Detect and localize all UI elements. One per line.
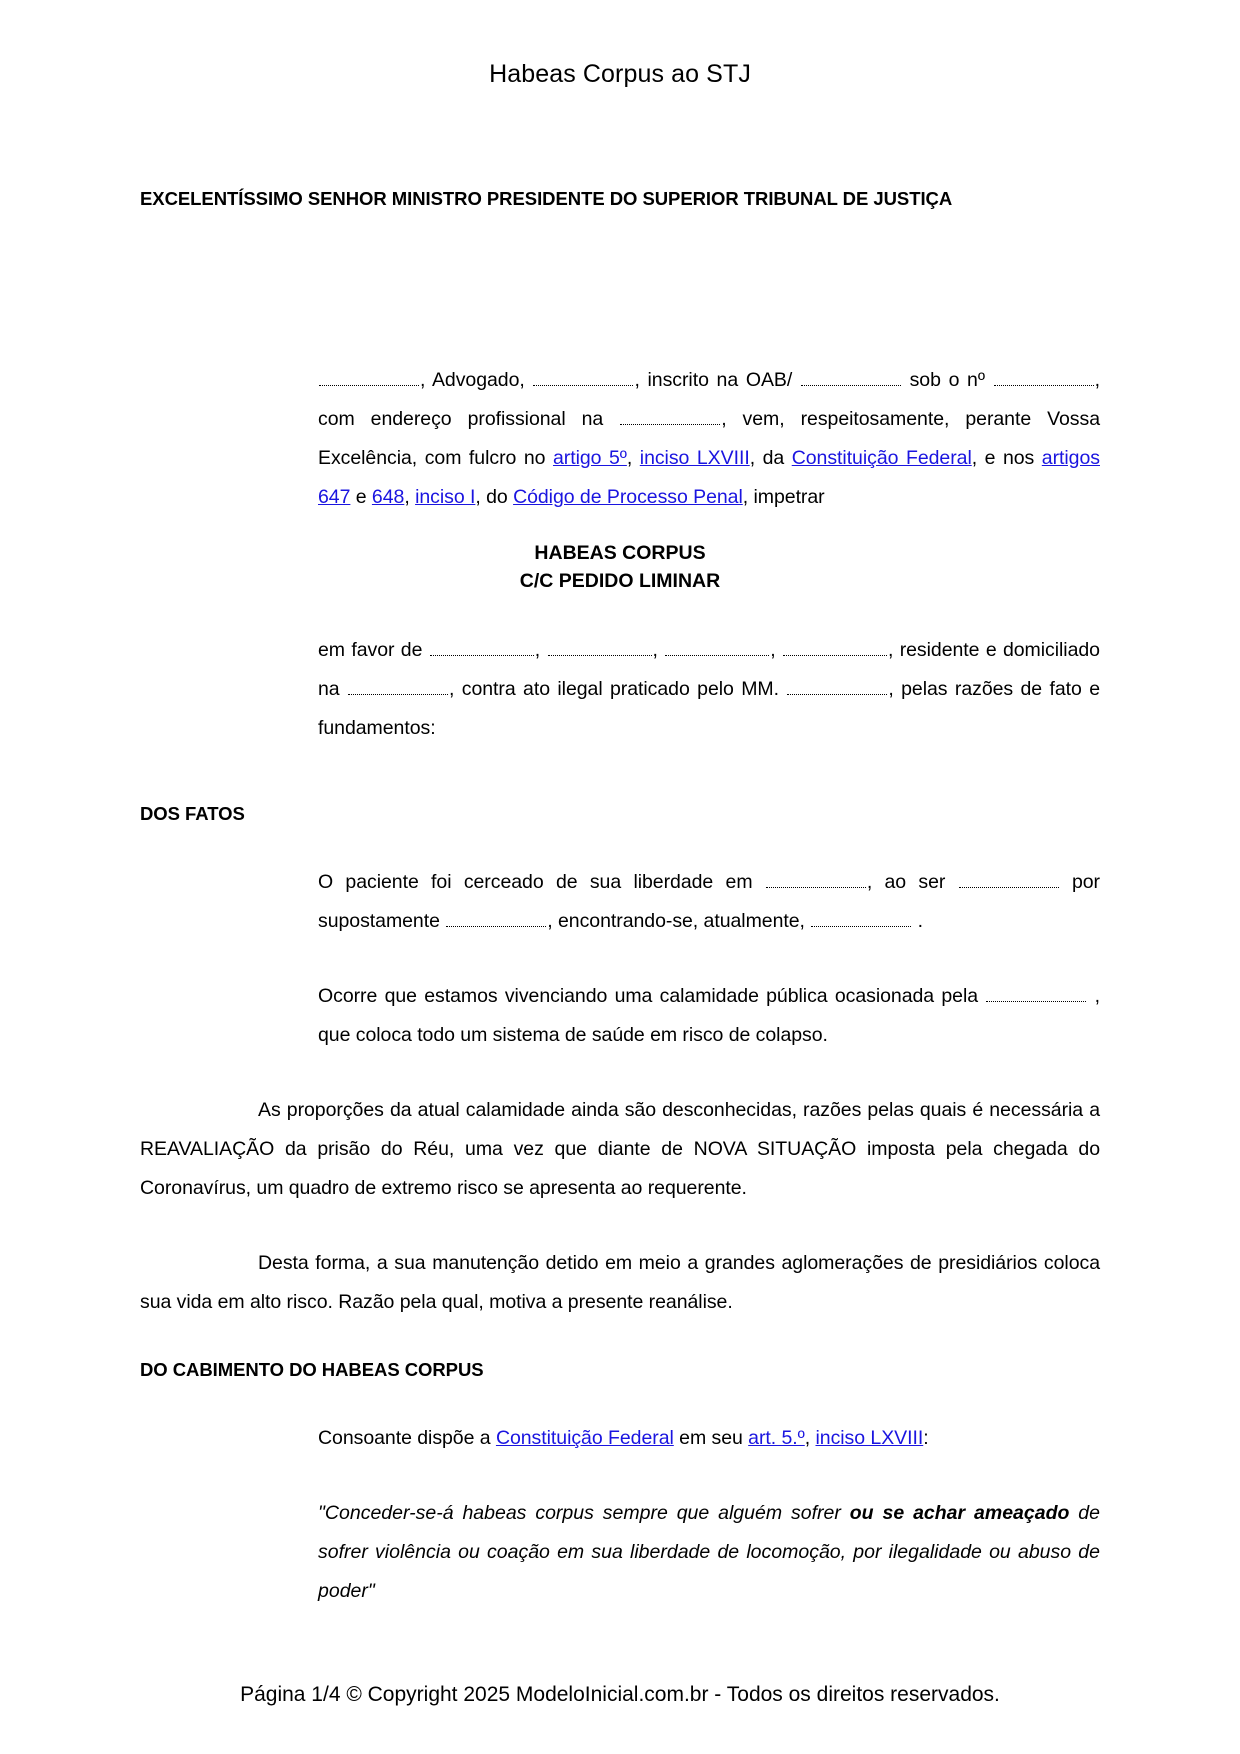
link-codigo-processo-penal[interactable]: Código de Processo Penal	[513, 486, 743, 509]
spacer	[140, 211, 1100, 307]
link-artigo-5[interactable]: artigo 5º	[552, 447, 627, 470]
text-run: .	[912, 910, 924, 933]
page-footer: Página 1/4 © Copyright 2025 ModeloInicial.com.br - Todos os direitos reservados.	[240, 1682, 1000, 1706]
text-run: ,	[404, 486, 416, 509]
link-constituicao-federal[interactable]: Constituição Federal	[791, 447, 972, 470]
text-run: , residente e domiciliado na	[318, 639, 1100, 701]
link-constituicao-federal-2[interactable]: Constituição Federal	[495, 1427, 674, 1450]
quote-emphasis: ou se achar ameaçado	[849, 1502, 1070, 1525]
text-run: , que coloca todo um sistema de saúde em risco de colapso.	[318, 985, 1100, 1047]
blank-field-situacao-atual[interactable]	[811, 909, 911, 927]
spacer	[140, 91, 1100, 187]
text-run: ,	[652, 639, 665, 662]
admissibility-heading: DO CABIMENTO DO HABEAS CORPUS	[140, 1359, 484, 1381]
action-title-line1: HABEAS CORPUS	[534, 542, 706, 565]
text-run: ,	[804, 1427, 816, 1450]
blank-field-data-prisao[interactable]	[766, 870, 866, 888]
text-run: , impetrar	[742, 486, 825, 509]
blank-field-nacionalidade[interactable]	[533, 368, 633, 386]
text-run: :	[923, 1427, 929, 1450]
text-run: , do	[475, 486, 514, 509]
beneficiary-paragraph	[318, 631, 1100, 748]
link-inciso-lxviii[interactable]: inciso LXVIII	[639, 447, 750, 470]
text-run: , Advogado,	[420, 369, 533, 392]
text-run: O paciente foi cerceado de sua liberdade em	[318, 871, 765, 894]
text-run: de sofrer violência ou coação em sua liberdade de locomoção, por ilegalidade ou abuso de poder"	[318, 1502, 1101, 1603]
text-run: , vem, respeitosamente, perante Vossa Excelência, com fulcro no	[318, 408, 1100, 470]
blank-field-advogado-nome[interactable]	[319, 368, 419, 386]
blank-field-crime-suposto[interactable]	[446, 909, 546, 927]
qualification-paragraph	[318, 361, 1100, 517]
link-artigos-647[interactable]: artigos 647	[318, 447, 1100, 509]
blank-field-oab-uf[interactable]	[801, 368, 901, 386]
spacer	[140, 1055, 1100, 1091]
facts-paragraph-2	[318, 977, 1100, 1055]
blank-field-paciente-nome[interactable]	[430, 638, 534, 656]
blank-field-calamidade-causa[interactable]	[986, 984, 1086, 1002]
action-title-line2: C/C PEDIDO LIMINAR	[519, 570, 721, 593]
spacer	[140, 1458, 1100, 1494]
spacer	[140, 941, 1100, 977]
text-run: e	[350, 486, 372, 509]
blank-field-paciente-nacionalidade[interactable]	[548, 638, 652, 656]
spacer	[140, 517, 1100, 539]
text-run: , da	[749, 447, 792, 470]
text-run: , com endereço profissional na	[318, 369, 1100, 431]
text-run: , contra ato ilegal praticado pelo MM.	[448, 678, 787, 701]
text-run: em favor de	[318, 639, 429, 662]
link-inciso-lxviii-2[interactable]: inciso LXVIII	[815, 1427, 924, 1450]
text-run: sob o nº	[901, 369, 993, 392]
spacer	[140, 827, 1100, 863]
facts-heading: DOS FATOS	[140, 803, 245, 825]
constitution-quote	[318, 1494, 1100, 1611]
text-run: , pelas razões de fato e fundamentos:	[318, 678, 1101, 740]
link-inciso-i[interactable]: inciso I	[415, 486, 476, 509]
spacer	[140, 307, 1100, 361]
text-run: , e nos	[971, 447, 1042, 470]
text-run: Consoante dispõe a	[318, 1427, 496, 1450]
blank-field-paciente-estado-civil[interactable]	[665, 638, 769, 656]
blank-field-paciente-profissao[interactable]	[783, 638, 887, 656]
blank-field-modo-prisao[interactable]	[959, 870, 1059, 888]
text-run: , ao ser	[866, 871, 958, 894]
spacer	[140, 1383, 1100, 1419]
text-run: ,	[534, 639, 547, 662]
spacer	[140, 595, 1100, 631]
text-run: ,	[770, 639, 782, 662]
link-art-5[interactable]: art. 5.º	[748, 1427, 805, 1450]
facts-paragraph-3: As proporções da atual calamidade ainda são desconhecidas, razões pelas quais é necessária a REAVALIAÇÃO da prisão do Réu, uma vez que diante de NOVA SITUAÇÃO imposta pela chegada do Coronavírus, um quadro de extremo risco se apresenta ao requerente.	[140, 1099, 1100, 1200]
blank-field-autoridade-coatora[interactable]	[787, 677, 887, 695]
text-run: em seu	[673, 1427, 749, 1450]
text-run: "Conceder-se-á habeas corpus sempre que alguém sofrer	[318, 1502, 850, 1525]
blank-field-endereco[interactable]	[620, 407, 720, 425]
facts-paragraph-4: Desta forma, a sua manutenção detido em meio a grandes aglomerações de presidiários coloca sua vida em alto risco. Razão pela qual, motiva a presente reanálise.	[140, 1252, 1100, 1314]
text-run: , encontrando-se, atualmente,	[547, 910, 811, 933]
text-run: por supostamente	[318, 871, 1100, 933]
admissibility-lead-paragraph	[318, 1419, 1100, 1458]
spacer	[140, 1208, 1100, 1244]
spacer	[140, 1322, 1100, 1358]
text-run: , inscrito na OAB/	[634, 369, 800, 392]
blank-field-oab-numero[interactable]	[994, 368, 1094, 386]
addressee-heading: EXCELENTÍSSIMO SENHOR MINISTRO PRESIDENTE DO SUPERIOR TRIBUNAL DE JUSTIÇA	[140, 187, 953, 209]
page-title: Habeas Corpus ao STJ	[489, 60, 751, 88]
link-648[interactable]: 648	[371, 486, 405, 509]
text-run: ,	[626, 447, 640, 470]
spacer	[140, 748, 1100, 802]
blank-field-paciente-endereco[interactable]	[348, 677, 448, 695]
facts-paragraph-1	[318, 863, 1100, 941]
text-run: Ocorre que estamos vivenciando uma calamidade pública ocasionada pela	[318, 985, 986, 1008]
